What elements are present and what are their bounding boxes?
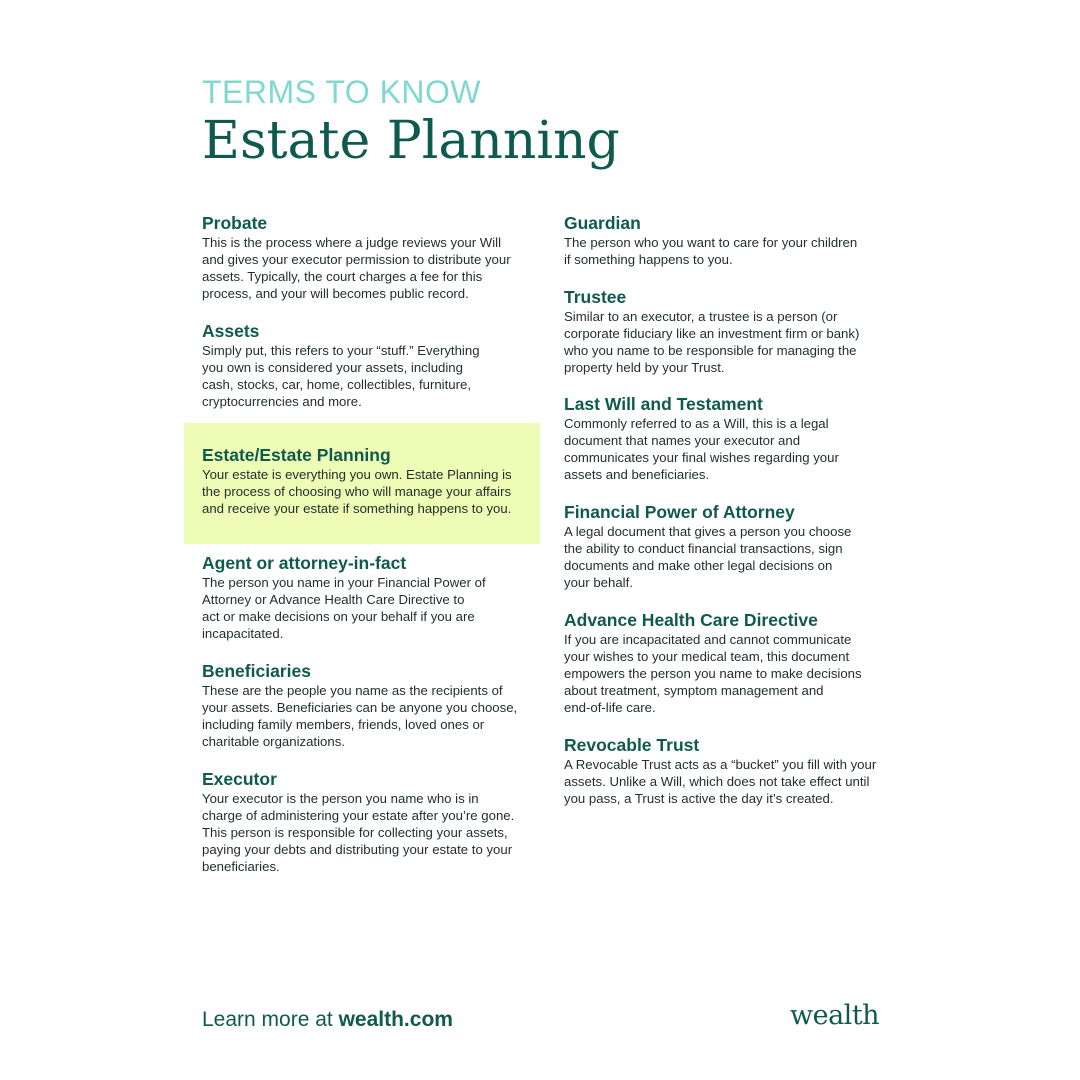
definition-line: paying your debts and distributing your estate to your: [202, 842, 513, 858]
footer-cta: [202, 1005, 453, 1035]
definition-line: and receive your estate if something happens to you.: [202, 501, 512, 517]
term-definition: [202, 790, 514, 875]
definition-line: Your estate is everything you own. Estate Planning is: [202, 467, 512, 482]
term-heading: Advance Health Care Directive: [564, 610, 818, 630]
definition-line: A legal document that gives a person you choose: [564, 524, 852, 539]
definition-line: cash, stocks, car, home, collectibles, furniture,: [202, 377, 471, 393]
term-heading: Last Will and Testament: [564, 394, 763, 414]
definition-line: Commonly referred to as a Will, this is a legal: [564, 416, 829, 431]
term-definition: [564, 756, 876, 807]
term-definition: [564, 523, 851, 591]
term-beneficiaries: [202, 660, 517, 750]
definition-line: assets and beneficiaries.: [564, 467, 710, 483]
definition-line: communicates your final wishes regarding your: [564, 450, 839, 466]
definition-line: The person who you want to care for your children: [564, 235, 858, 250]
term-definition: [564, 234, 857, 268]
term-heading: Trustee: [564, 287, 627, 307]
wealth-logo: wealth: [790, 1000, 880, 1031]
definition-line: This person is responsible for collecting your assets,: [202, 825, 508, 841]
definition-line: cryptocurrencies and more.: [202, 394, 362, 410]
definition-line: Attorney or Advance Health Care Directive to: [202, 592, 465, 608]
definition-line: your behalf.: [564, 575, 633, 591]
definition-line: incapacitated.: [202, 626, 284, 642]
term-heading: Estate/Estate Planning: [202, 445, 391, 465]
term-definition: [564, 631, 862, 716]
definition-line: The person you name in your Financial Power of: [202, 575, 486, 590]
definition-line: your assets. Beneficiaries can be anyone you choose,: [202, 700, 518, 716]
definition-line: This is the process where a judge reviews your Will: [202, 235, 502, 250]
term-definition: [564, 308, 859, 376]
definition-line: charitable organizations.: [202, 734, 345, 750]
definition-line: corporate fiduciary like an investment firm or bank): [564, 326, 860, 342]
definition-line: you own is considered your assets, including: [202, 360, 463, 376]
term-heading: Agent or attorney-in-fact: [202, 553, 407, 573]
definition-line: end-of-life care.: [564, 700, 656, 716]
footer-prefix: Learn more at: [202, 1008, 339, 1031]
term-revocable-trust: [564, 734, 876, 807]
definition-line: Simply put, this refers to your “stuff.” Everything: [202, 343, 480, 358]
definition-line: Similar to an executor, a trustee is a person (or: [564, 309, 838, 324]
definition-line: if something happens to you.: [564, 252, 733, 268]
term-financial-poa: [564, 501, 851, 591]
definition-line: process, and your will becomes public record.: [202, 286, 469, 302]
definition-line: A Revocable Trust acts as a “bucket” you fill with your: [564, 757, 877, 772]
definition-line: you pass, a Trust is active the day it’s created.: [564, 791, 834, 807]
definition-line: documents and make other legal decisions on: [564, 558, 833, 574]
definition-line: empowers the person you name to make decisions: [564, 666, 862, 682]
definition-line: including family members, friends, loved ones or: [202, 717, 485, 733]
definition-line: These are the people you name as the recipients of: [202, 683, 503, 698]
definition-line: beneficiaries.: [202, 859, 280, 875]
term-definition: [564, 415, 839, 483]
term-heading: Financial Power of Attorney: [564, 502, 795, 522]
definition-line: and gives your executor permission to distribute your: [202, 252, 511, 268]
footer-link[interactable]: wealth.com: [338, 1008, 453, 1031]
term-probate: [202, 212, 511, 302]
definition-line: assets. Unlike a Will, which does not take effect until: [564, 774, 870, 790]
term-heading: Guardian: [564, 213, 641, 233]
definition-line: If you are incapacitated and cannot communicate: [564, 632, 852, 647]
eyebrow-label: TERMS TO KNOW: [202, 74, 482, 110]
definition-line: Your executor is the person you name who is in: [202, 791, 479, 806]
definition-line: who you name to be responsible for managing the: [564, 343, 857, 359]
definition-line: about treatment, symptom management and: [564, 683, 824, 699]
definition-line: the ability to conduct financial transactions, sign: [564, 541, 843, 557]
definition-line: document that names your executor and: [564, 433, 801, 449]
term-assets: [202, 320, 480, 410]
term-definition: [202, 342, 480, 410]
definition-line: the process of choosing who will manage your affairs: [202, 484, 512, 500]
definition-line: property held by your Trust.: [564, 360, 725, 376]
term-heading: Beneficiaries: [202, 661, 311, 681]
term-executor: [202, 768, 514, 875]
definition-line: act or make decisions on your behalf if you are: [202, 609, 475, 625]
definition-line: assets. Typically, the court charges a fee for this: [202, 269, 483, 285]
term-estate-planning: [202, 444, 512, 517]
definition-line: your wishes to your medical team, this document: [564, 649, 850, 665]
term-agent: [202, 552, 486, 642]
term-heading: Probate: [202, 213, 268, 233]
term-trustee: [564, 286, 859, 376]
definition-line: charge of administering your estate after you’re gone.: [202, 808, 515, 824]
term-heading: Revocable Trust: [564, 735, 700, 755]
term-heading: Assets: [202, 321, 260, 341]
term-health-care-directive: [564, 609, 862, 716]
term-definition: [202, 682, 517, 750]
term-definition: [202, 466, 512, 517]
term-definition: [202, 234, 511, 302]
page-title: Estate Planning: [202, 111, 620, 171]
term-guardian: [564, 212, 857, 268]
term-heading: Executor: [202, 769, 277, 789]
term-definition: [202, 574, 486, 642]
term-last-will: [564, 393, 839, 483]
